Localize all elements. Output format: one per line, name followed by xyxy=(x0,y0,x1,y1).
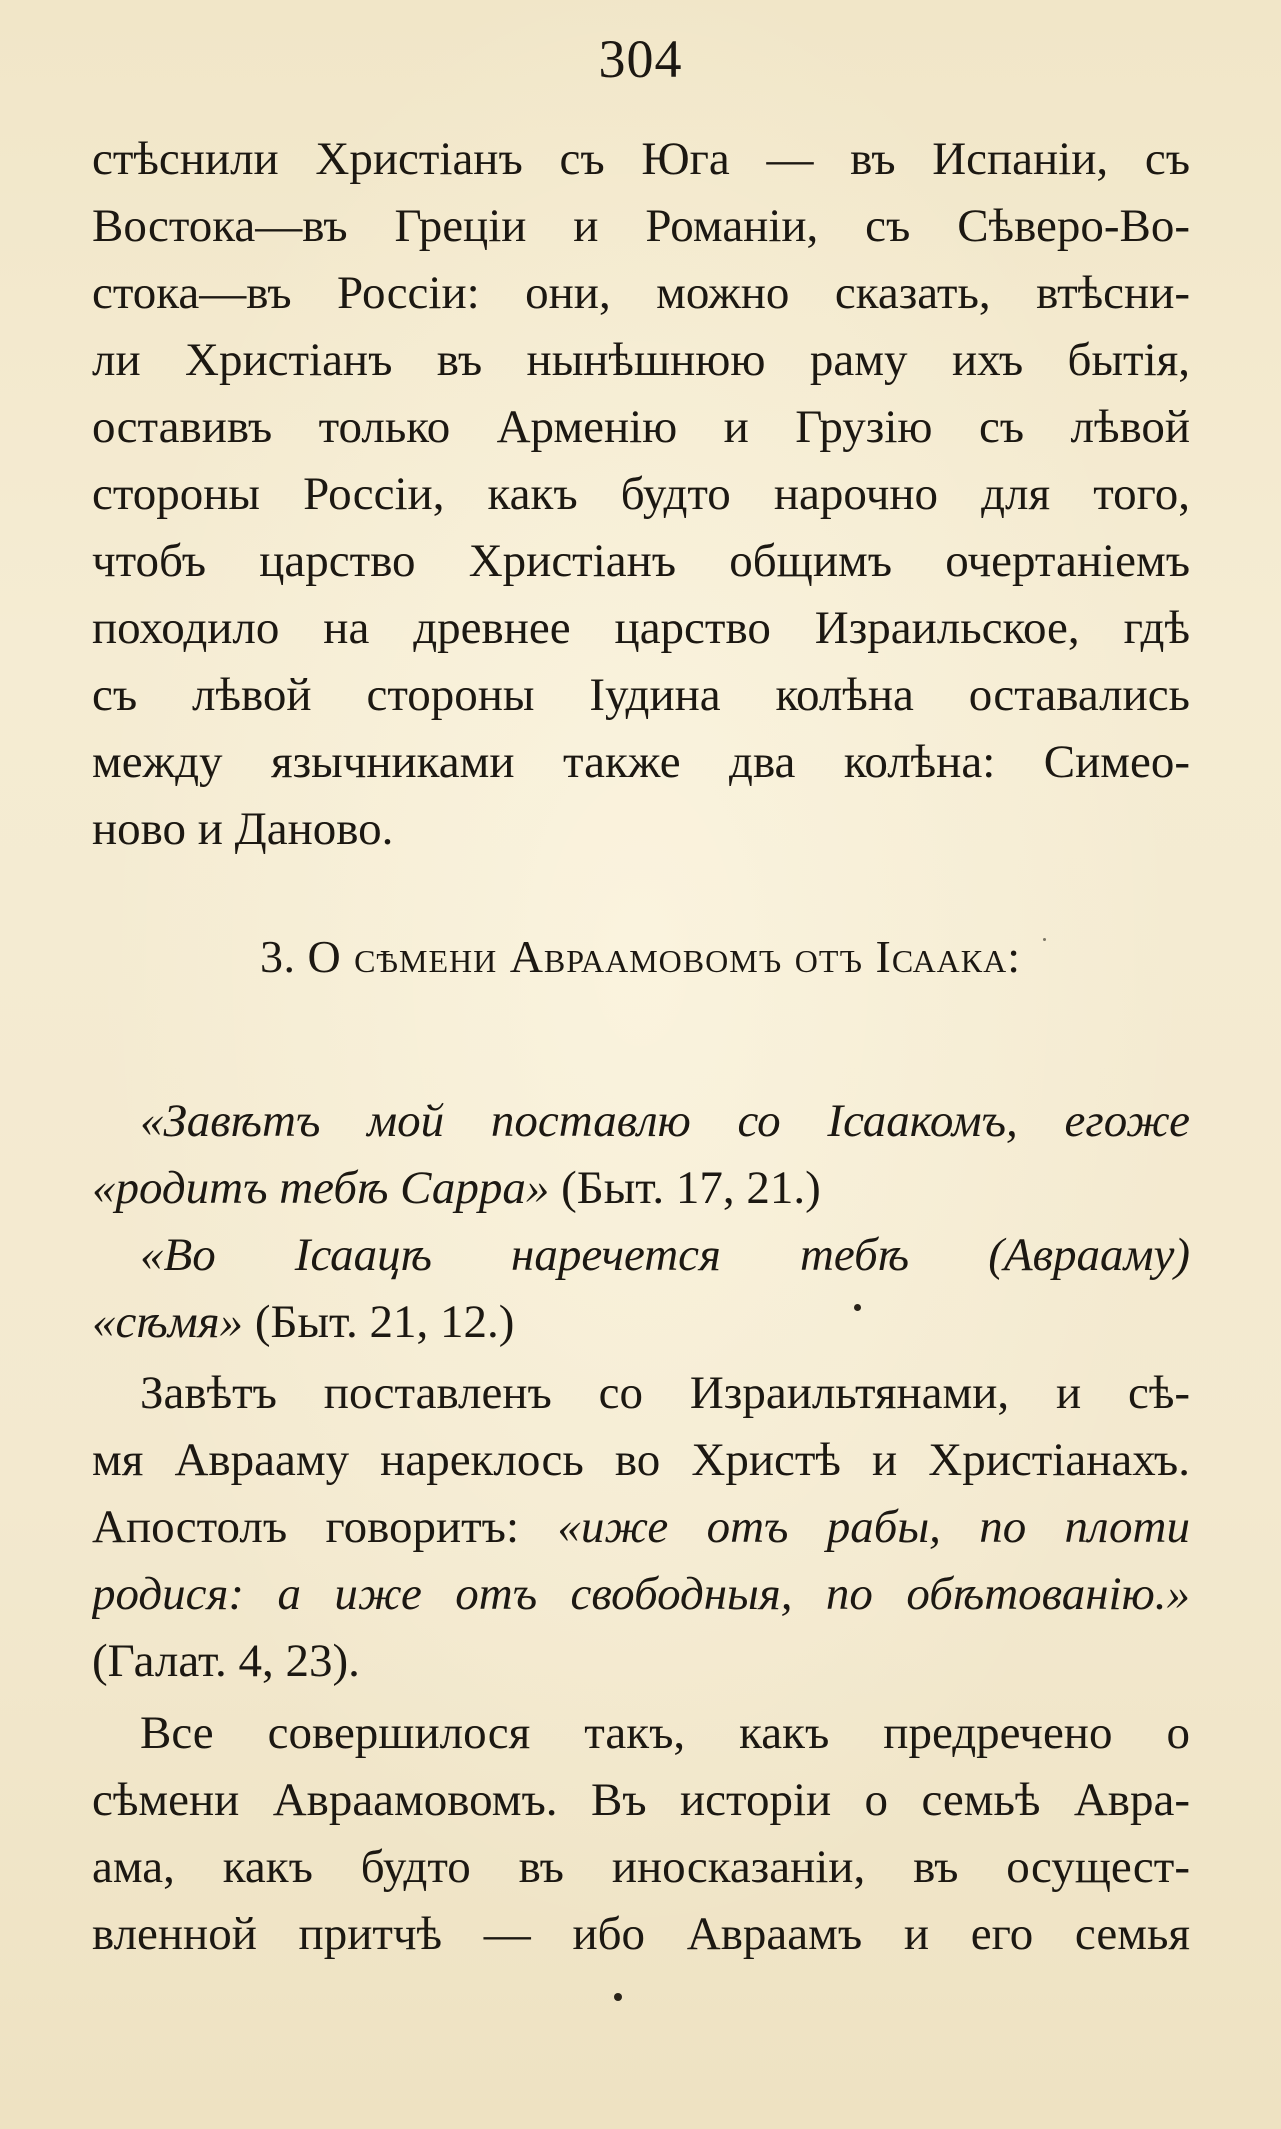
scripture-quotes xyxy=(92,1088,1190,1356)
page-number: 304 xyxy=(598,29,683,89)
quote-1-italic: «родитъ тебѣ Сарра» xyxy=(92,1162,550,1214)
ink-speck xyxy=(1043,938,1046,941)
quote-2-italic: «сѣмя» xyxy=(92,1296,244,1348)
text-line: сѣмени Авраамовомъ. Въ исторіи о семьѣ Авра- xyxy=(92,1774,1190,1826)
text-line: мя Аврааму нареклось во Христѣ и Христіанахъ. xyxy=(92,1434,1190,1486)
paragraph-2 xyxy=(92,1360,1190,1695)
quote-1-line-2 xyxy=(92,1155,1190,1222)
quote-2-line-2 xyxy=(92,1289,1190,1356)
text-line: Востока—въ Греціи и Романіи, съ Сѣверо-Во- xyxy=(92,200,1190,252)
quote-2-reference: (Быт. 21, 12.) xyxy=(243,1296,515,1348)
quote-2-line-1: «Во Ісаацѣ наречется тебѣ (Аврааму) xyxy=(140,1229,1190,1281)
text-line: съ лѣвой стороны Іудина колѣна оставались xyxy=(92,669,1190,721)
section-title: О сѣмени Авраамовомъ отъ Ісаака: xyxy=(307,931,1022,982)
paragraph-3 xyxy=(92,1700,1190,1968)
galatians-quote-start: «иже отъ рабы, по плоти xyxy=(557,1501,1190,1553)
section-heading xyxy=(0,930,1281,983)
galatians-quote-end: родися: а иже отъ свободныя, по обѣтованію.» xyxy=(92,1568,1190,1620)
section-number: 3. xyxy=(259,931,296,982)
text-line: ново и Даново. xyxy=(92,803,394,855)
text-line: стѣснили Христіанъ съ Юга — въ Испаніи, съ xyxy=(92,133,1190,185)
text-line: стока—въ Россіи: они, можно сказать, втѣсни- xyxy=(92,267,1190,319)
apostle-says: Апостолъ говоритъ: xyxy=(92,1501,558,1553)
text-line: Завѣтъ поставленъ со Израильтянами, и сѣ- xyxy=(140,1367,1190,1419)
galatians-reference: (Галат. 4, 23). xyxy=(92,1635,360,1687)
text-line: оставивъ только Арменію и Грузію съ лѣвой xyxy=(92,401,1190,453)
ink-speck xyxy=(614,1993,622,2001)
ink-speck xyxy=(854,1304,861,1311)
text-line: походило на древнее царство Израильское, гдѣ xyxy=(92,602,1190,654)
paragraph-1 xyxy=(92,126,1190,863)
text-line: между язычниками также два колѣна: Симео- xyxy=(92,736,1190,788)
quote-1-line-1: «Завѣтъ мой поставлю со Ісаакомъ, егоже xyxy=(140,1095,1190,1147)
quote-1-reference: (Быт. 17, 21.) xyxy=(549,1162,821,1214)
text-line: ама, какъ будто въ иносказаніи, въ осущест- xyxy=(92,1841,1190,1893)
text-line: Все совершилося такъ, какъ предречено о xyxy=(140,1707,1190,1759)
text-line: вленной притчѣ — ибо Авраамъ и его семья xyxy=(92,1908,1190,1960)
text-line: чтобъ царство Христіанъ общимъ очертаніемъ xyxy=(92,535,1190,587)
text-line: ли Христіанъ въ нынѣшнюю раму ихъ бытія, xyxy=(92,334,1190,386)
text-line: стороны Россіи, какъ будто нарочно для того, xyxy=(92,468,1190,520)
text-line xyxy=(92,1494,1190,1561)
